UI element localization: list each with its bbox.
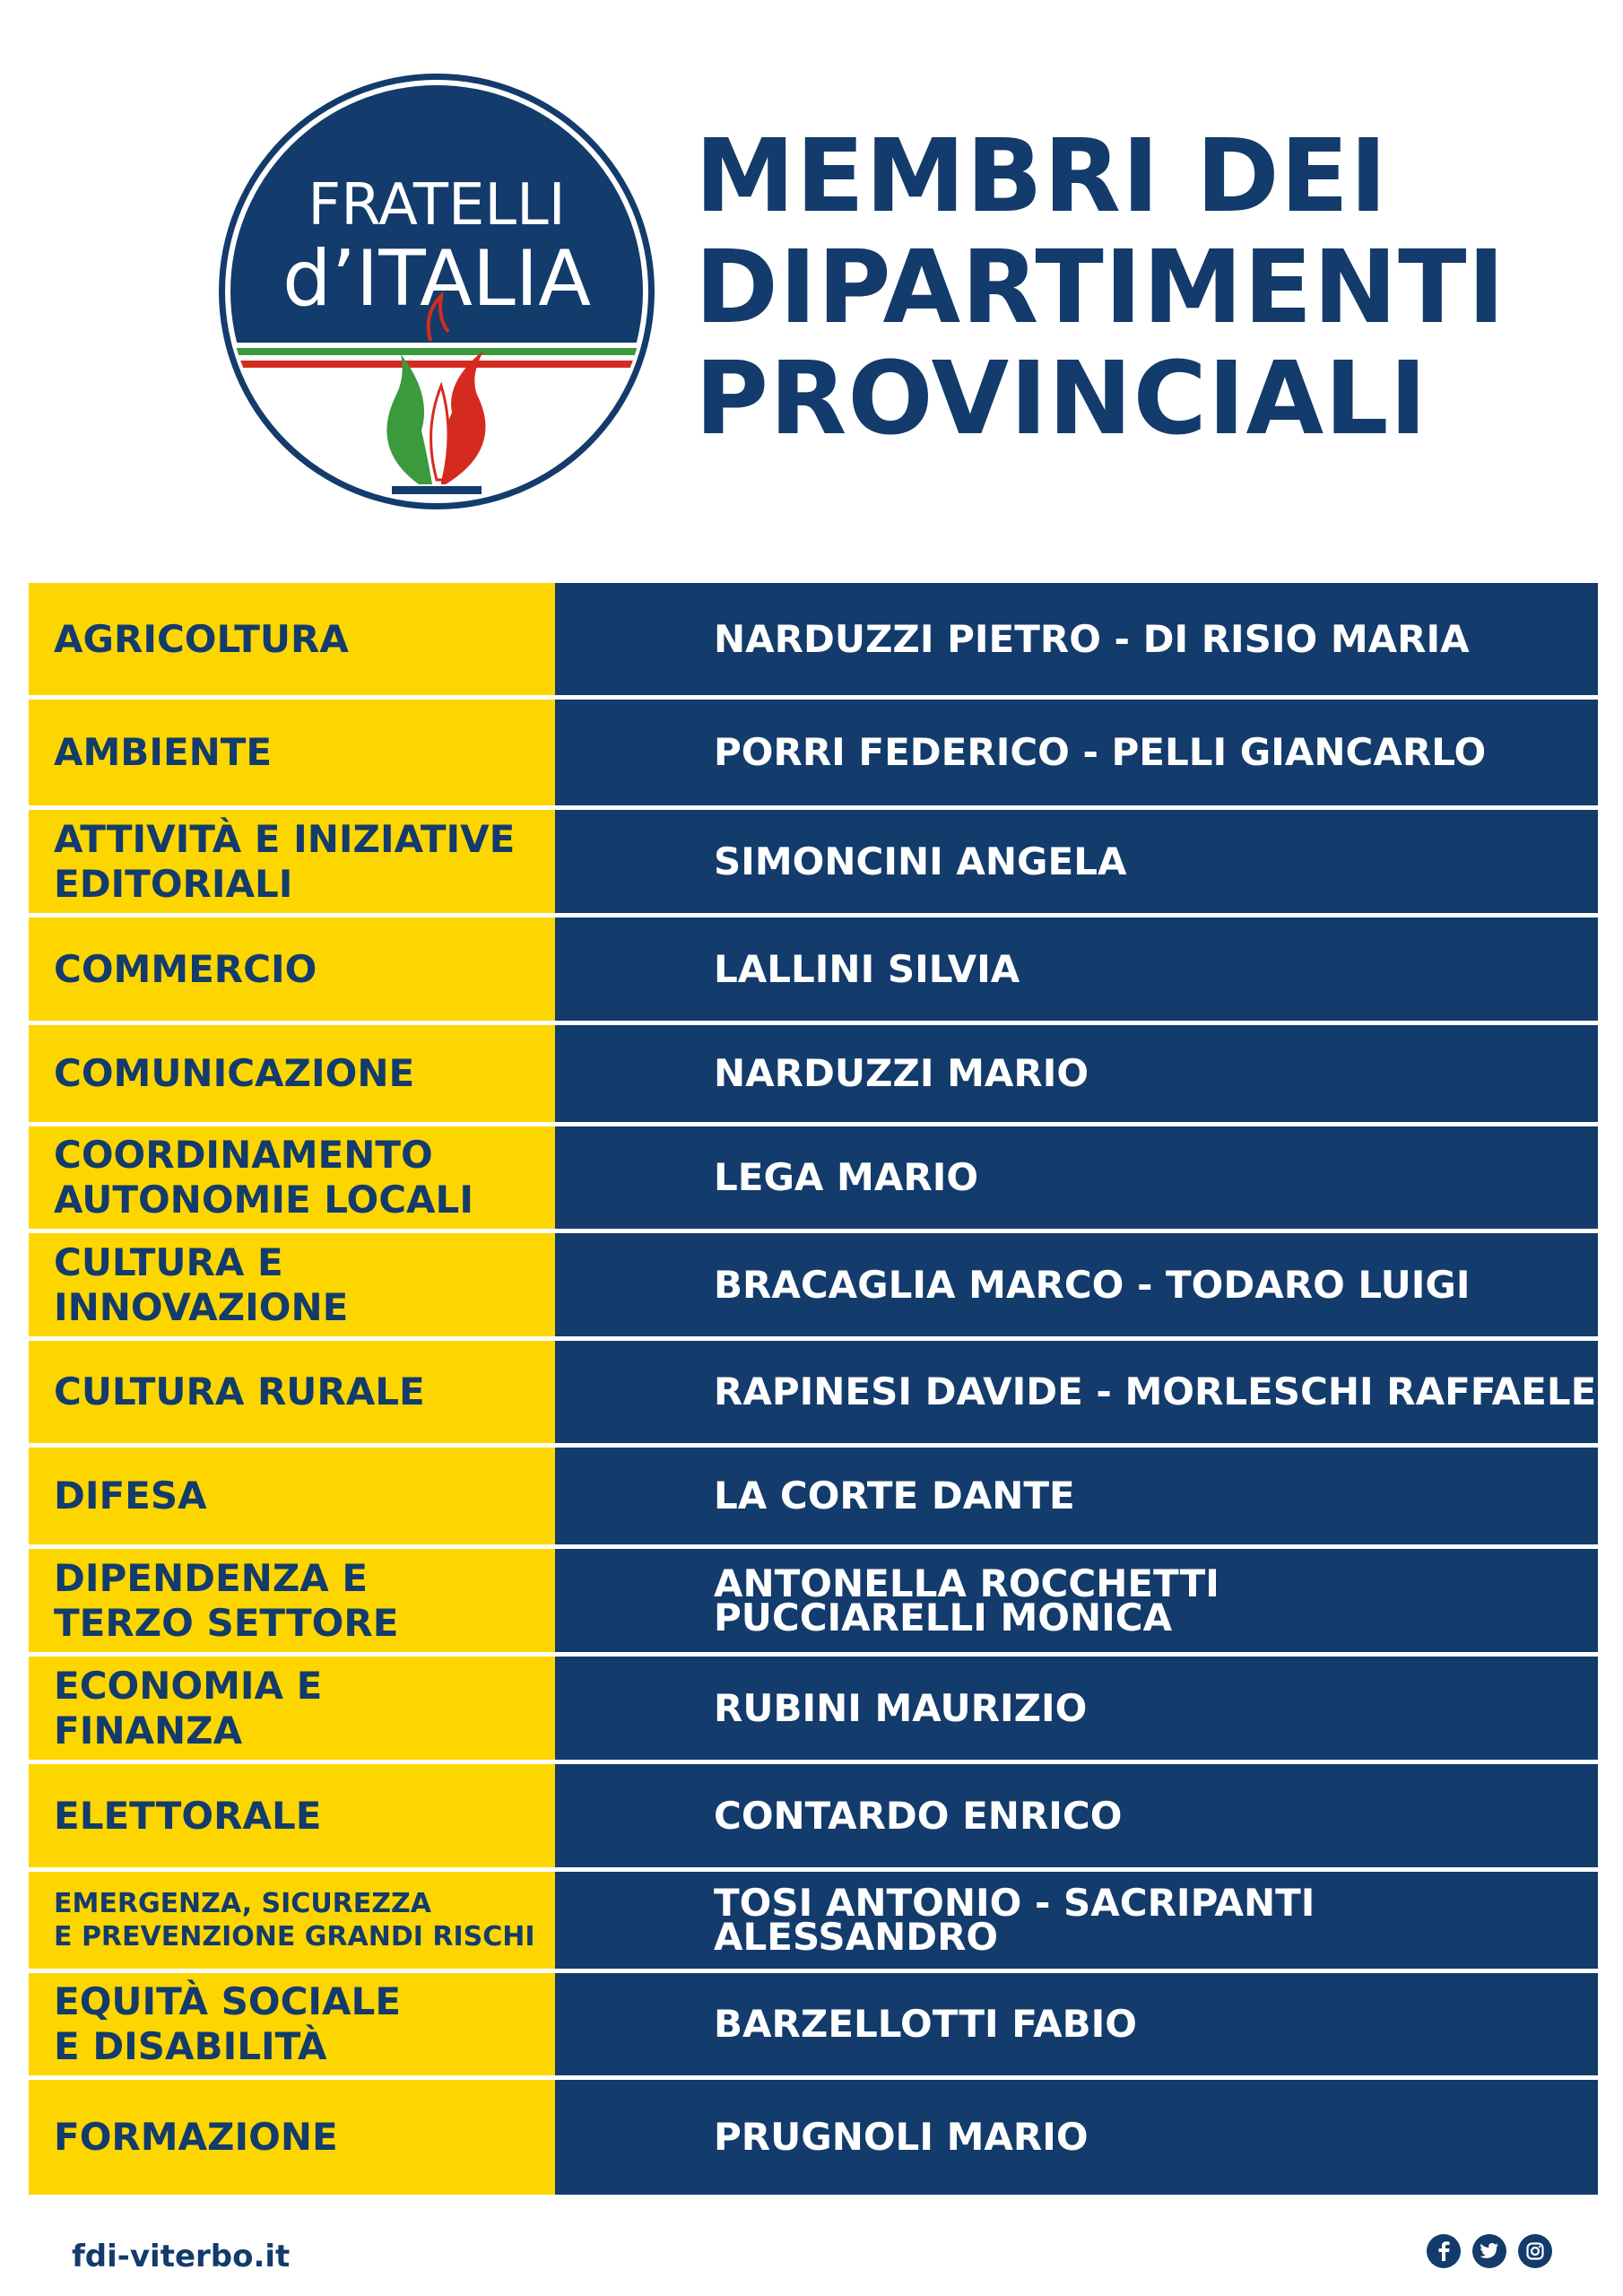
department-name: COMUNICAZIONE [29, 1025, 555, 1122]
table-row [29, 1126, 1598, 1229]
table-row [29, 700, 1598, 805]
instagram-icon[interactable] [1517, 2233, 1553, 2269]
table-row [29, 1764, 1598, 1867]
department-name: ATTIVITÀ E INIZIATIVE EDITORIALI [29, 810, 555, 913]
department-members: PRUGNOLI MARIO [555, 2080, 1598, 2195]
table-row [29, 1341, 1598, 1443]
department-name: EMERGENZA, SICUREZZA E PREVENZIONE GRANDI RISCHI [29, 1872, 555, 1969]
department-members: SIMONCINI ANGELA [555, 810, 1598, 913]
table-row [29, 583, 1598, 695]
department-members: BARZELLOTTI FABIO [555, 1973, 1598, 2075]
department-name: DIFESA [29, 1448, 555, 1544]
table-row [29, 1233, 1598, 1336]
website-link[interactable]: fdi-viterbo.it [72, 2239, 291, 2274]
fratelli-ditalia-logo [217, 72, 656, 511]
department-name: AGRICOLTURA [29, 583, 555, 695]
logo-line2: d’ITALIA [282, 234, 592, 324]
twitter-icon[interactable] [1471, 2233, 1507, 2269]
department-name: FORMAZIONE [29, 2080, 555, 2195]
title-line-2: DIPARTIMENTI [695, 230, 1506, 346]
departments-table [29, 583, 1598, 2195]
title-line-1: MEMBRI DEI [695, 118, 1388, 235]
department-members: NARDUZZI PIETRO - DI RISIO MARIA [555, 583, 1598, 695]
title-line-3: PROVINCIALI [695, 341, 1428, 457]
department-name: CULTURA RURALE [29, 1341, 555, 1443]
department-name: ELETTORALE [29, 1764, 555, 1867]
table-row [29, 1549, 1598, 1652]
table-row [29, 810, 1598, 913]
department-members: LALLINI SILVIA [555, 918, 1598, 1021]
table-row [29, 1973, 1598, 2075]
department-members: ANTONELLA ROCCHETTI PUCCIARELLI MONICA [555, 1549, 1598, 1652]
table-row [29, 1025, 1598, 1122]
department-members: BRACAGLIA MARCO - TODARO LUIGI [555, 1233, 1598, 1336]
table-row [29, 1872, 1598, 1969]
department-members: TOSI ANTONIO - SACRIPANTI ALESSANDRO [555, 1872, 1598, 1969]
department-name: AMBIENTE [29, 700, 555, 805]
department-name: CULTURA E INNOVAZIONE [29, 1233, 555, 1336]
logo-line1: FRATELLI [308, 172, 566, 239]
table-row [29, 2080, 1598, 2195]
department-name: DIPENDENZA E TERZO SETTORE [29, 1549, 555, 1652]
table-row [29, 1448, 1598, 1544]
department-members: NARDUZZI MARIO [555, 1025, 1598, 1122]
department-members: RAPINESI DAVIDE - MORLESCHI RAFFAELE [555, 1341, 1598, 1443]
table-row [29, 918, 1598, 1021]
department-name: COORDINAMENTO AUTONOMIE LOCALI [29, 1126, 555, 1229]
department-members: RUBINI MAURIZIO [555, 1657, 1598, 1760]
department-name: EQUITÀ SOCIALE E DISABILITÀ [29, 1973, 555, 2075]
department-members: PORRI FEDERICO - PELLI GIANCARLO [555, 700, 1598, 805]
page-title [695, 118, 1506, 457]
facebook-icon[interactable] [1426, 2233, 1462, 2269]
department-members: LA CORTE DANTE [555, 1448, 1598, 1544]
department-name: COMMERCIO [29, 918, 555, 1021]
department-members: CONTARDO ENRICO [555, 1764, 1598, 1867]
department-name: ECONOMIA E FINANZA [29, 1657, 555, 1760]
department-members: LEGA MARIO [555, 1126, 1598, 1229]
table-row [29, 1657, 1598, 1760]
